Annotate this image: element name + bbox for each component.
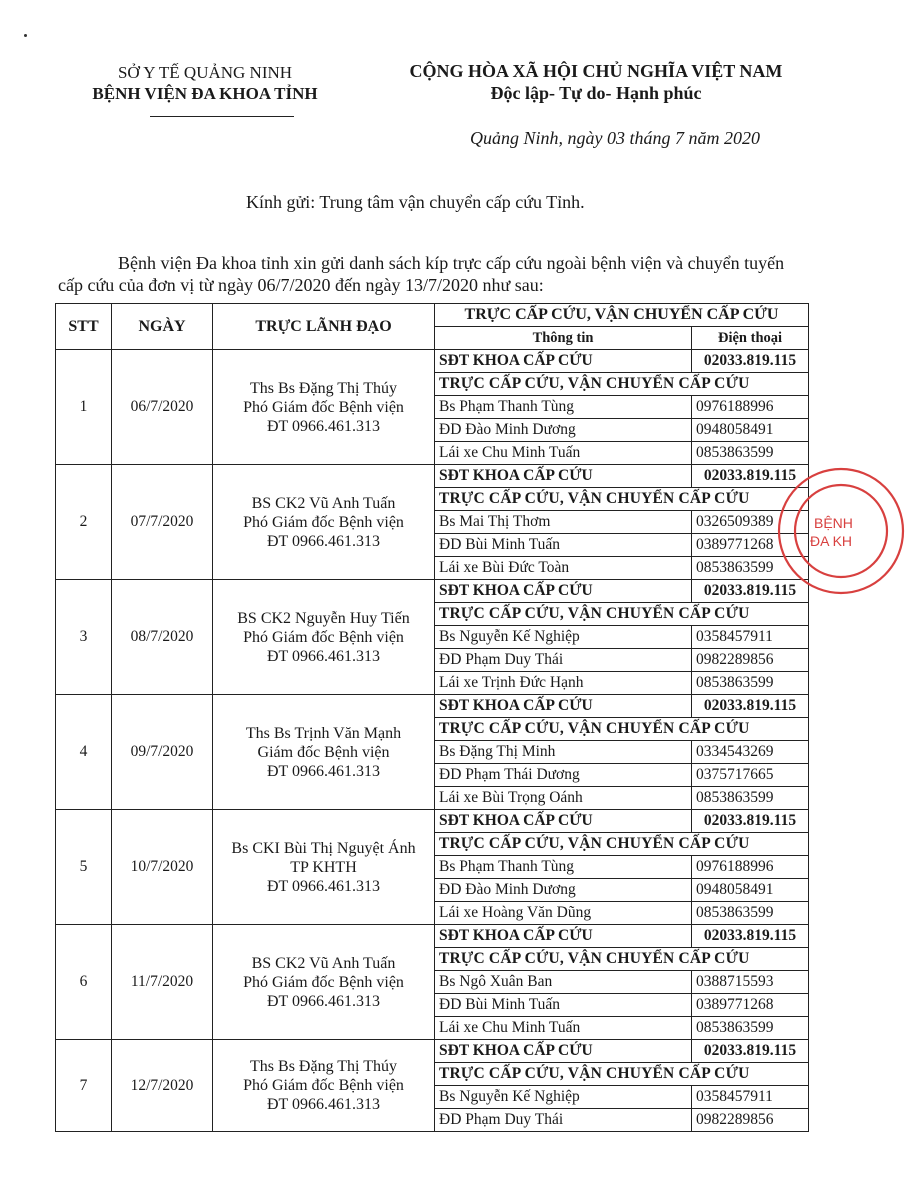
header-left-underline: [150, 116, 294, 117]
table-row: [56, 465, 809, 488]
row-leader: [213, 810, 435, 925]
member-name: ĐD Bùi Minh Tuấn: [435, 534, 692, 557]
col-info-header: Thông tin: [435, 327, 692, 350]
table-row: [56, 925, 809, 948]
date-line: Quảng Ninh, ngày 03 tháng 7 năm 2020: [470, 128, 760, 148]
stamp-text-line1: BỆNH: [814, 515, 853, 531]
member-phone: 0388715593: [692, 971, 809, 994]
leader-title: TP KHTH: [290, 858, 357, 876]
leader-name: Ths Bs Đặng Thị Thúy: [250, 1058, 397, 1075]
er-phone-label: SĐT KHOA CẤP CỨU: [435, 810, 692, 833]
leader-title: Phó Giám đốc Bệnh viện: [243, 398, 404, 416]
leader-phone: ĐT 0966.461.313: [266, 877, 381, 895]
scan-speck: [24, 34, 27, 37]
leader-title: Phó Giám đốc Bệnh viện: [243, 513, 404, 531]
er-phone-number: 02033.819.115: [692, 810, 809, 833]
national-title: CỘNG HÒA XÃ HỘI CHỦ NGHĨA VIỆT NAM: [409, 61, 783, 81]
er-phone-number: 02033.819.115: [692, 1040, 809, 1063]
leader-name: Ths Bs Trịnh Văn Mạnh: [245, 724, 402, 742]
member-name: Bs Nguyễn Kế Nghiệp: [435, 1086, 692, 1109]
member-phone: 0853863599: [692, 1017, 809, 1040]
official-stamp: [776, 466, 906, 596]
table-row: [56, 350, 809, 373]
col-phone-header: Điện thoại: [692, 327, 809, 350]
team-label: TRỰC CẤP CỨU, VẬN CHUYỂN CẤP CỨU: [435, 488, 809, 511]
col-duty-header: TRỰC CẤP CỨU, VẬN CHUYỂN CẤP CỨU: [435, 304, 809, 327]
member-phone: 0976188996: [692, 856, 809, 879]
member-phone: 0358457911: [692, 1086, 809, 1109]
col-stt-header: STT: [56, 304, 112, 350]
leader-phone: ĐT 0966.461.313: [266, 762, 381, 780]
member-phone: 0948058491: [692, 419, 809, 442]
member-name: ĐD Đào Minh Dương: [435, 419, 692, 442]
member-name: ĐD Đào Minh Dương: [435, 879, 692, 902]
table-row: [56, 580, 809, 603]
row-date: 11/7/2020: [112, 925, 213, 1040]
team-label: TRỰC CẤP CỨU, VẬN CHUYỂN CẤP CỨU: [435, 373, 809, 396]
member-name: Lái xe Trịnh Đức Hạnh: [435, 672, 692, 695]
member-phone: 0389771268: [692, 994, 809, 1017]
er-phone-label: SĐT KHOA CẤP CỨU: [435, 695, 692, 718]
leader-phone: ĐT 0966.461.313: [266, 532, 381, 550]
row-date: 08/7/2020: [112, 580, 213, 695]
stamp-rings: [779, 469, 903, 593]
member-name: Bs Đặng Thị Minh: [435, 741, 692, 764]
member-phone: 0853863599: [692, 557, 809, 580]
row-stt: 6: [56, 925, 112, 1040]
er-phone-label: SĐT KHOA CẤP CỨU: [435, 925, 692, 948]
er-phone-label: SĐT KHOA CẤP CỨU: [435, 350, 692, 373]
member-phone: 0853863599: [692, 787, 809, 810]
row-stt: 1: [56, 350, 112, 465]
leader-phone: ĐT 0966.461.313: [266, 647, 381, 665]
member-name: Bs Phạm Thanh Tùng: [435, 856, 692, 879]
member-phone: 0976188996: [692, 396, 809, 419]
leader-title: Phó Giám đốc Bệnh viện: [243, 1077, 404, 1094]
row-date: 06/7/2020: [112, 350, 213, 465]
leader-title: Phó Giám đốc Bệnh viện: [243, 973, 404, 991]
member-name: Lái xe Bùi Đức Toàn: [435, 557, 692, 580]
member-phone: 0982289856: [692, 649, 809, 672]
row-stt: 7: [56, 1040, 112, 1132]
er-phone-number: 02033.819.115: [692, 465, 809, 488]
row-leader: [213, 695, 435, 810]
er-phone-label: SĐT KHOA CẤP CỨU: [435, 1040, 692, 1063]
row-leader: [213, 580, 435, 695]
leader-name: BS CK2 Vũ Anh Tuấn: [251, 494, 396, 512]
row-date: 10/7/2020: [112, 810, 213, 925]
member-phone: 0948058491: [692, 879, 809, 902]
member-name: ĐD Bùi Minh Tuấn: [435, 994, 692, 1017]
row-stt: 4: [56, 695, 112, 810]
er-phone-label: SĐT KHOA CẤP CỨU: [435, 465, 692, 488]
row-leader: [213, 465, 435, 580]
table-row: [56, 695, 809, 718]
row-date: 12/7/2020: [112, 1040, 213, 1132]
leader-name: BS CK2 Nguyễn Huy Tiến: [237, 609, 410, 627]
member-name: Bs Phạm Thanh Tùng: [435, 396, 692, 419]
er-phone-label: SĐT KHOA CẤP CỨU: [435, 580, 692, 603]
leader-name: Bs CKI Bùi Thị Nguyệt Ánh: [231, 839, 416, 857]
member-name: Lái xe Chu Minh Tuấn: [435, 442, 692, 465]
member-phone: 0358457911: [692, 626, 809, 649]
team-label: TRỰC CẤP CỨU, VẬN CHUYỂN CẤP CỨU: [435, 948, 809, 971]
intro-paragraph: Bệnh viện Đa khoa tỉnh xin gửi danh sách kíp trực cấp cứu ngoài bệnh viện và chuyển tuyến cấp cứu của đơn vị từ ngày 06/7/2020 đến ngày 13/7/2020 như sau:: [58, 253, 785, 295]
leader-phone: ĐT 0966.461.313: [266, 1096, 381, 1113]
duty-schedule-table: [55, 303, 809, 1132]
member-phone: 0334543269: [692, 741, 809, 764]
table-header-row: [56, 304, 809, 327]
member-name: Lái xe Hoàng Văn Dũng: [435, 902, 692, 925]
member-name: ĐD Phạm Duy Thái: [435, 1109, 692, 1132]
stamp-text-line2: ĐA KH: [810, 533, 853, 549]
team-label: TRỰC CẤP CỨU, VẬN CHUYỂN CẤP CỨU: [435, 718, 809, 741]
table-body: [56, 350, 809, 1132]
member-name: ĐD Phạm Thái Dương: [435, 764, 692, 787]
col-leader-header: TRỰC LÃNH ĐẠO: [213, 304, 435, 350]
recipient-line: Kính gửi: Trung tâm vận chuyển cấp cứu Tỉnh.: [246, 192, 585, 212]
row-date: 09/7/2020: [112, 695, 213, 810]
leader-name: BS CK2 Vũ Anh Tuấn: [251, 954, 396, 972]
leader-title: Phó Giám đốc Bệnh viện: [243, 628, 404, 646]
leader-title: Giám đốc Bệnh viện: [257, 743, 390, 761]
team-label: TRỰC CẤP CỨU, VẬN CHUYỂN CẤP CỨU: [435, 833, 809, 856]
col-date-header: NGÀY: [112, 304, 213, 350]
member-name: Lái xe Chu Minh Tuấn: [435, 1017, 692, 1040]
team-label: TRỰC CẤP CỨU, VẬN CHUYỂN CẤP CỨU: [435, 603, 809, 626]
table-row: [56, 810, 809, 833]
hospital-name: BỆNH VIỆN ĐA KHOA TỈNH: [92, 84, 318, 103]
row-stt: 2: [56, 465, 112, 580]
member-phone: 0389771268: [692, 534, 809, 557]
member-name: Bs Mai Thị Thơm: [435, 511, 692, 534]
member-name: Lái xe Bùi Trọng Oánh: [435, 787, 692, 810]
member-phone: 0982289856: [692, 1109, 809, 1132]
member-name: Bs Ngô Xuân Ban: [435, 971, 692, 994]
table-row: [56, 1040, 809, 1063]
member-name: Bs Nguyễn Kế Nghiệp: [435, 626, 692, 649]
er-phone-number: 02033.819.115: [692, 925, 809, 948]
row-leader: [213, 350, 435, 465]
er-phone-number: 02033.819.115: [692, 695, 809, 718]
member-name: ĐD Phạm Duy Thái: [435, 649, 692, 672]
leader-phone: ĐT 0966.461.313: [266, 992, 381, 1010]
member-phone: 0853863599: [692, 672, 809, 695]
agency-header: [70, 62, 340, 104]
member-phone: 0326509389: [692, 511, 809, 534]
national-motto: Độc lập- Tự do- Hạnh phúc: [490, 83, 702, 103]
member-phone: 0375717665: [692, 764, 809, 787]
team-label: TRỰC CẤP CỨU, VẬN CHUYỂN CẤP CỨU: [435, 1063, 809, 1086]
row-stt: 5: [56, 810, 112, 925]
row-date: 07/7/2020: [112, 465, 213, 580]
national-header: [376, 60, 816, 104]
leader-name: Ths Bs Đặng Thị Thúy: [250, 379, 397, 397]
row-leader: [213, 1040, 435, 1132]
er-phone-number: 02033.819.115: [692, 350, 809, 373]
row-leader: [213, 925, 435, 1040]
row-stt: 3: [56, 580, 112, 695]
member-phone: 0853863599: [692, 902, 809, 925]
er-phone-number: 02033.819.115: [692, 580, 809, 603]
agency-name: SỞ Y TẾ QUẢNG NINH: [117, 63, 293, 82]
member-phone: 0853863599: [692, 442, 809, 465]
leader-phone: ĐT 0966.461.313: [266, 417, 381, 435]
